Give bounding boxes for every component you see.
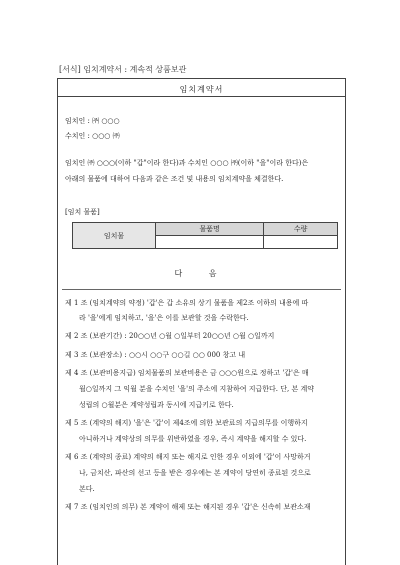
- terms-divider: [62, 289, 341, 290]
- article-line: 제 4 조 (보관비용지급) 임치물품의 보관비용은 금 ○○○원으로 정하고 '갑'은 매: [65, 369, 309, 377]
- intro-line: 임치인 ㈜ ○○○(이하 "갑"이라 한다)과 수치인 ○○○ ㈜(이하 "을"이라 한다)은: [65, 159, 309, 167]
- contract-frame: [57, 78, 346, 565]
- quantity-header: 수량: [264, 223, 338, 236]
- depositor-line: 임치인 : ㈜ ○○○: [65, 117, 120, 125]
- intro-line: 아래의 물품에 대하여 다음과 같은 조건 및 내용의 임치계약을 체결한다.: [65, 175, 284, 183]
- custodian-line: 수치인 : ○○○ ㈜: [65, 132, 120, 140]
- document-title: 임치계약서: [179, 85, 224, 94]
- article-line: 제 7 조 (임치인의 의무) 본 계약이 해제 또는 해지된 경우 '갑'은 신속히 보관소재: [65, 503, 311, 511]
- article-line: 나, 금치산, 파산의 선고 등을 받은 경우에는 본 계약이 당연히 종료된 것으로: [79, 469, 311, 477]
- form-caption: [서식] 임치계약서 : 계속적 상품보관: [59, 65, 187, 74]
- item-name-cell: [156, 236, 264, 249]
- article-line: 제 2 조 (보관기간) : 20○○년 ○월 ○일부터 20○○년 ○월 ○일까지: [65, 332, 275, 340]
- terms-heading: 다 음: [174, 269, 229, 278]
- quantity-cell: [264, 236, 338, 249]
- article-line: 제 6 조 (계약의 종료) 계약의 해지 또는 해지로 인한 경우 이외에 '갑'이 사망하거: [65, 453, 311, 461]
- item-name-header: 물품명: [156, 223, 264, 236]
- article-line: 제 5 조 (계약의 해지) '을'은 '갑'이 제4조에 의한 보관료의 지급의무를 이행하지: [65, 419, 308, 427]
- article-line: 제 3 조 (보관장소) : ○○시 ○○구 ○○길 ○○ 000 창고 내: [65, 351, 246, 359]
- article-line: 제 1 조 (임치계약의 약정) '갑'은 갑 소유의 상기 물품을 제2조 이하의 내용에 따: [65, 299, 309, 307]
- article-line: 라 '을'에게 임치하고, '을'은 이를 보관할 것을 수락한다.: [79, 314, 249, 322]
- title-divider: [58, 96, 345, 97]
- items-row-label: 임치물: [73, 223, 156, 249]
- article-line: 아니하거나 계약상의 의무를 위반하였을 경우, 즉시 계약을 해지할 수 있다.: [79, 435, 307, 443]
- article-line: 월○일까지 그 익월 분을 수치인 '을'의 주소에 지참하여 지급한다. 단, 본 계약: [79, 385, 314, 393]
- article-line: 본다.: [79, 485, 95, 493]
- items-heading: [임치 물품]: [65, 208, 100, 216]
- items-table: [72, 222, 338, 249]
- article-line: 성립의 ○월분은 계약성립과 동시에 지급키로 한다.: [79, 401, 234, 409]
